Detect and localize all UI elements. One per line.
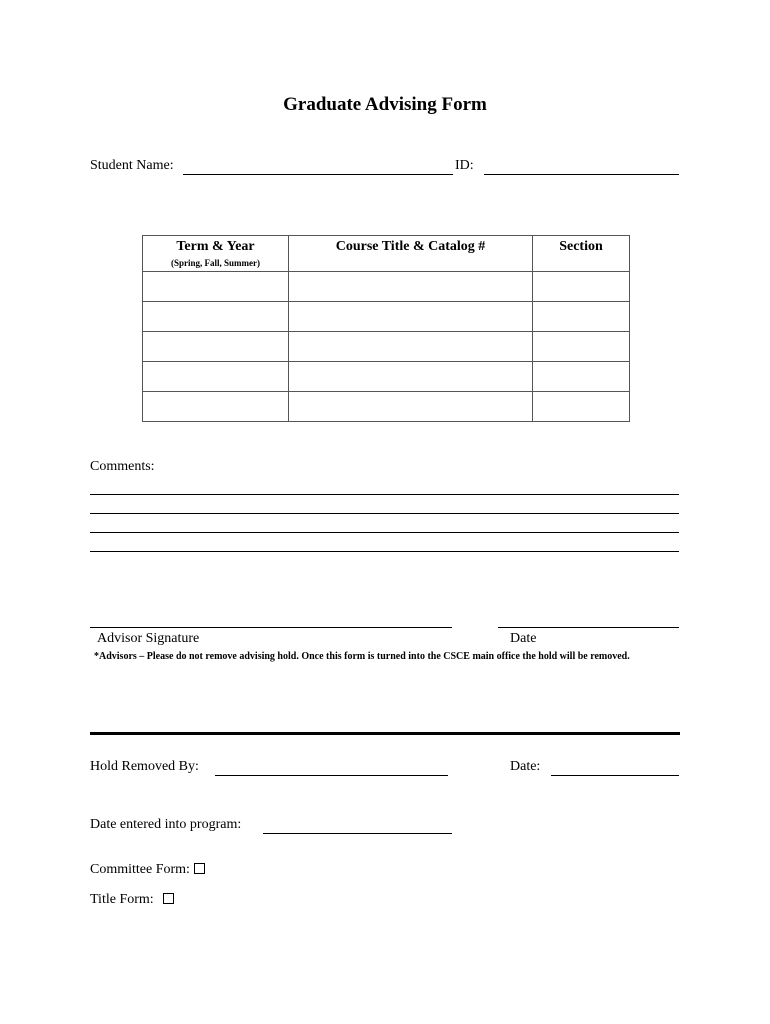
section-divider [90,732,680,735]
table-row [143,362,630,392]
advisor-date-field[interactable] [498,627,679,628]
course-title-header: Course Title & Catalog # [289,236,533,272]
comments-line[interactable] [90,532,679,533]
committee-form-checkbox[interactable] [194,863,205,874]
table-row [143,272,630,302]
comments-line[interactable] [90,494,679,495]
term-year-cell[interactable] [143,272,289,302]
term-year-cell[interactable] [143,302,289,332]
date-entered-field[interactable] [263,833,452,834]
section-cell[interactable] [533,362,630,392]
committee-form-label: Committee Form: [90,862,190,877]
course-title-cell[interactable] [289,392,533,422]
advisor-date-label: Date [510,631,537,646]
student-name-field[interactable] [183,174,453,175]
comments-label: Comments: [90,459,155,474]
table-row [143,332,630,362]
table-row [143,302,630,332]
course-table [142,235,630,422]
term-year-cell[interactable] [143,392,289,422]
title-form-row [90,892,174,908]
course-title-cell[interactable] [289,332,533,362]
form-title: Graduate Advising Form [283,94,487,115]
title-form-checkbox[interactable] [163,893,174,904]
term-year-header-label: Term & Year [176,239,255,254]
hold-date-field[interactable] [551,775,679,776]
term-year-header [143,236,289,272]
hold-removed-field[interactable] [215,775,448,776]
section-cell[interactable] [533,272,630,302]
student-id-field[interactable] [484,174,679,175]
title-form-label: Title Form: [90,892,154,907]
student-name-label: Student Name: [90,158,174,173]
course-title-cell[interactable] [289,362,533,392]
term-year-cell[interactable] [143,332,289,362]
section-cell[interactable] [533,392,630,422]
table-row [143,392,630,422]
table-header-row [143,236,630,272]
hold-removed-label: Hold Removed By: [90,759,199,774]
section-cell[interactable] [533,302,630,332]
advisor-signature-field[interactable] [90,627,452,628]
advisor-signature-label: Advisor Signature [97,631,200,646]
student-id-label: ID: [455,158,474,173]
committee-form-row [90,862,205,878]
comments-line[interactable] [90,513,679,514]
course-title-cell[interactable] [289,272,533,302]
course-title-cell[interactable] [289,302,533,332]
date-entered-label: Date entered into program: [90,817,242,832]
comments-line[interactable] [90,551,679,552]
section-header: Section [533,236,630,272]
hold-date-label: Date: [510,759,541,774]
term-year-subtitle: (Spring, Fall, Summer) [171,258,260,268]
term-year-cell[interactable] [143,362,289,392]
advisor-note: *Advisors – Please do not remove advising hold. Once this form is turned into the CSCE main office the hold will be removed. [94,651,630,662]
section-cell[interactable] [533,332,630,362]
